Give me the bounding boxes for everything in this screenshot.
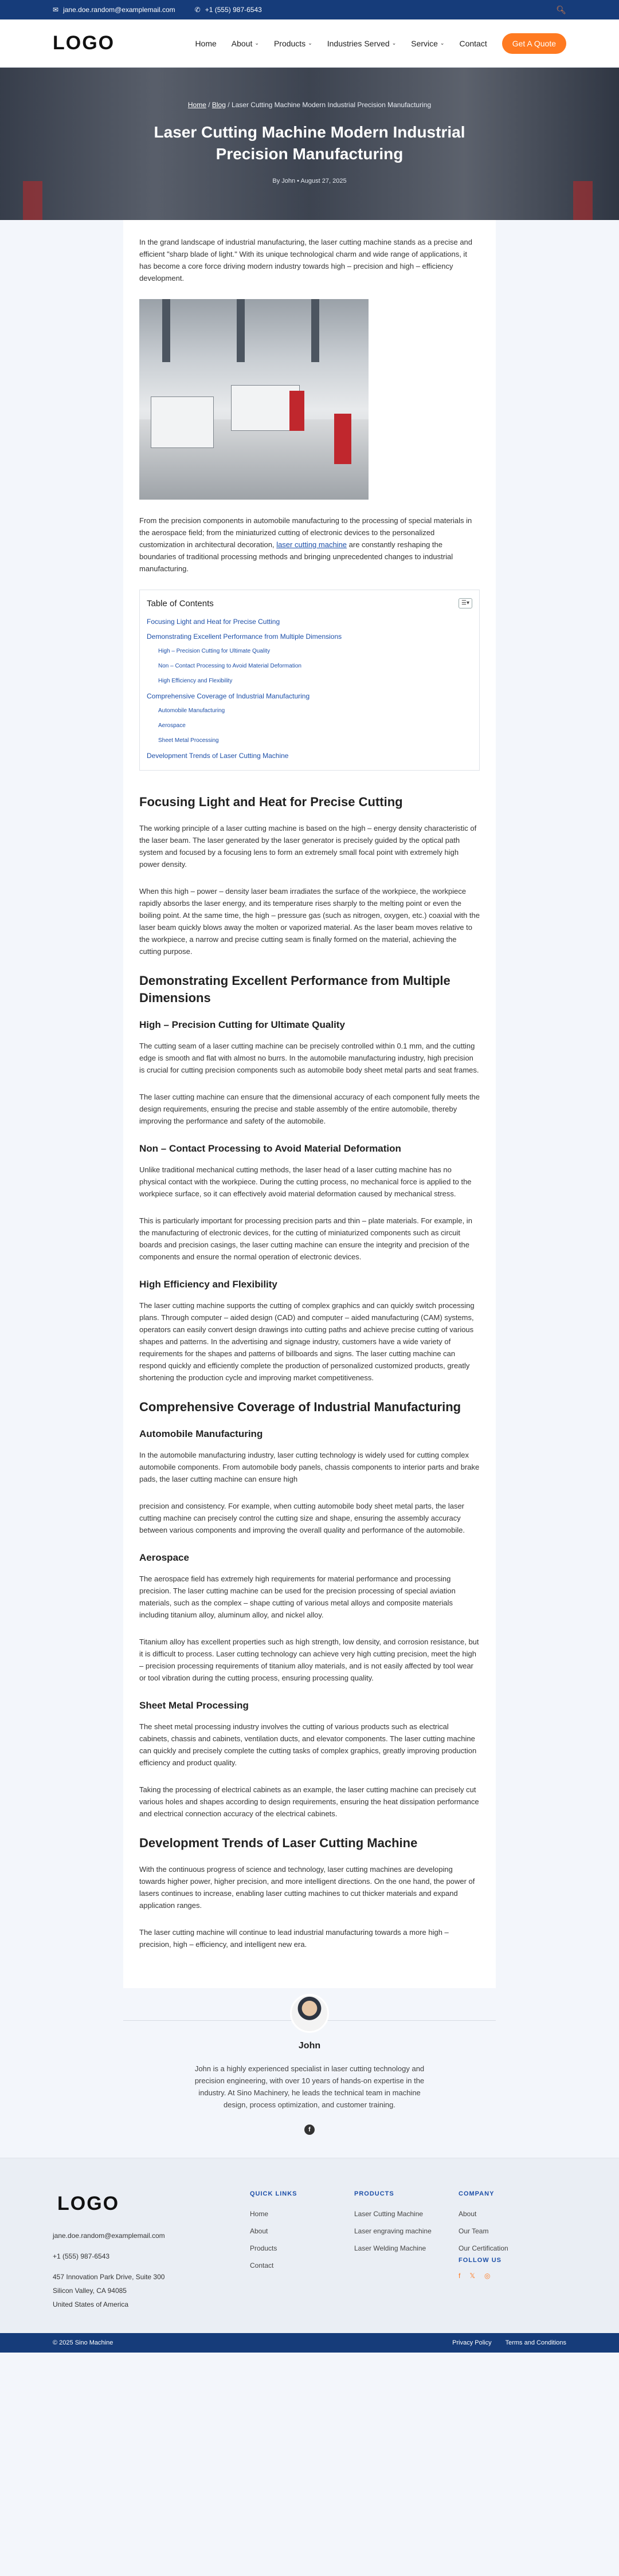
subsection-heading: Non – Contact Processing to Avoid Material Deformation [139, 1143, 401, 1154]
footer-link-our-team[interactable]: Our Team [459, 2227, 489, 2235]
footer-link-contact[interactable]: Contact [250, 2261, 274, 2269]
nav-home[interactable] [195, 39, 216, 48]
footer-address-line: United States of America [53, 2300, 129, 2308]
paragraph: Titanium alloy has excellent properties such as high strength, low density, and corrosion resistance, but it is difficult to process. Laser cutting technology can achieve very high cutting precision, meet the high – precision processing requirements of titanium alloy materials, and is not easily affected by tool wear or tool vibration during the cutting process, ensuring processing quality. [139, 1638, 479, 1682]
copyright: © 2025 Sino Machine [53, 2339, 113, 2346]
nav-label: About [231, 38, 253, 48]
image-red-unit [289, 391, 304, 431]
main-nav [195, 33, 566, 54]
section-heading: Focusing Light and Heat for Precise Cutting [139, 795, 403, 809]
image-red-unit [334, 414, 351, 464]
phone-icon: ✆ [194, 6, 201, 14]
chevron-down-icon: ⌄ [440, 40, 445, 46]
toc-subitem[interactable]: Non – Contact Processing to Avoid Material Deformation [158, 663, 301, 669]
footer-bottom-bar [0, 2333, 619, 2353]
footer-products [354, 2190, 459, 2333]
chevron-down-icon: ⌄ [391, 40, 397, 46]
toc-subitem[interactable]: Aerospace [158, 722, 186, 729]
nav-label: Industries Served [327, 38, 390, 48]
breadcrumb-separator: / [228, 101, 232, 109]
nav-industries[interactable] [327, 39, 397, 48]
privacy-policy-link[interactable]: Privacy Policy [452, 2339, 492, 2346]
breadcrumb-current: Laser Cutting Machine Modern Industrial Precision Manufacturing [231, 101, 432, 109]
x-icon[interactable]: 𝕏 [469, 2272, 476, 2280]
toc-title: Table of Contents [147, 598, 214, 608]
paragraph: The cutting seam of a laser cutting machine can be precisely controlled within 0.1 mm, and the cutting edge is smooth and flat with almost no burrs. In the automobile manufacturing industry, high precision is crucial for cutting precision components such as automobile body sheet metal parts and seat frames. [139, 1042, 479, 1074]
paragraph: The laser cutting machine supports the cutting of complex graphics and can quickly switch processing plans. Through computer – aided design (CAD) and computer – aided manufacturing (CAM) systems, operators can easily convert design drawings into cutting paths and achieve precise cutting of various shapes and patterns. In the advertising and signage industry, customers have a wide variety of requirements for the shapes and patterns of billboards and signs. The laser cutting machine can respond quickly and efficiently complete the production of personalized customized products, greatly shortening the production cycle and improving market competitiveness. [139, 1301, 475, 1382]
chevron-down-icon: ⌄ [308, 40, 312, 46]
get-quote-button[interactable]: Get A Quote [502, 33, 566, 54]
footer-link-certification[interactable]: Our Certification [459, 2244, 508, 2252]
image-column [311, 299, 319, 362]
paragraph: This is particularly important for processing precision parts and thin – plate materials. For example, in the manufacturing of electronic devices, for the cutting of miniaturized components such as circuit boards and precision casings, the laser cutting machine can ensure the integrity and precision of the components and ensure the normal operation of electronic devices. [139, 1216, 472, 1261]
footer-column-title: FOLLOW US [459, 2257, 502, 2264]
paragraph: The working principle of a laser cutting machine is based on the high – energy density characteristic of the laser beam. The laser generated by the laser generator is precisely guided by the optical path system and focused by a focusing lens to form an extremely small focal point with extremely high power density. [139, 824, 477, 869]
social-links [459, 2272, 563, 2280]
image-machine [151, 396, 214, 448]
avatar [290, 1994, 329, 2033]
footer-logo[interactable]: LOGO [57, 2193, 120, 2214]
nav-about[interactable] [232, 39, 259, 48]
hero-banner [0, 68, 619, 220]
author-name[interactable]: John [298, 2041, 321, 2051]
nav-contact[interactable] [459, 39, 487, 48]
footer-column-title: QUICK LINKS [250, 2190, 297, 2197]
nav-label: Home [195, 38, 217, 48]
site-logo[interactable]: LOGO [53, 32, 115, 54]
footer-address-line: 457 Innovation Park Drive, Suite 300 [53, 2273, 165, 2281]
paragraph: With the continuous progress of science and technology, laser cutting machines are developing towards higher power, higher precision, and more intelligent directions. On the one hand, the power of lasers continues to increase, enabling laser cutting machines to cut thicker materials and expand application ranges. [139, 1865, 475, 1910]
terms-link[interactable]: Terms and Conditions [505, 2339, 566, 2346]
search-icon[interactable]: 🔍︎ [556, 5, 566, 14]
paragraph: When this high – power – density laser beam irradiates the surface of the workpiece, the workpiece rapidly absorbs the laser energy, and its temperature rises sharply to the melting point or even the boiling point. At the same time, the high – pressure gas (such as nitrogen, oxygen, etc.) coaxial with the laser beam quickly blows away the molten or vaporized material. As the laser beam moves relative to the workpiece, a narrow and precise cutting seam is finally formed on the material, achieving the cutting purpose. [139, 887, 480, 956]
paragraph: The laser cutting machine can ensure that the dimensional accuracy of each component fully meets the design requirements, ensuring the precise and stable assembly of the entire automobile, thereby improving the performance and safety of the automobile. [139, 1093, 480, 1125]
subsection-heading: High Efficiency and Flexibility [139, 1279, 277, 1290]
footer-email[interactable]: jane.doe.random@examplemail.com [53, 2232, 165, 2240]
section-heading: Development Trends of Laser Cutting Machine [139, 1836, 418, 1850]
footer-phone[interactable]: +1 (555) 987-6543 [53, 2252, 110, 2260]
legal-links [452, 2339, 566, 2346]
topbar-phone-text: +1 (555) 987-6543 [205, 6, 262, 14]
footer-company [459, 2190, 563, 2333]
topbar-email-text: jane.doe.random@examplemail.com [63, 6, 175, 14]
article-body [123, 220, 496, 1988]
paragraph: In the automobile manufacturing industry, laser cutting technology is widely used for cutting complex automobile components. From automobile body panels, chassis components to interior parts and brake pads, the laser cutting machine can ensure high [139, 1451, 480, 1483]
page-title: Laser Cutting Machine Modern Industrial Precision Manufacturing [154, 123, 465, 163]
footer-contact [53, 2190, 250, 2333]
footer-link-laser-engraving[interactable]: Laser engraving machine [354, 2227, 432, 2235]
paragraph: Unlike traditional mechanical cutting methods, the laser head of a laser cutting machine has no physical contact with the workpiece. During the cutting process, no mechanical force is applied to the workpiece surface, so it can effectively avoid material deformation caused by mechanical stress. [139, 1165, 472, 1198]
toc-item[interactable]: Comprehensive Coverage of Industrial Manufacturing [147, 692, 310, 700]
nav-service[interactable] [411, 39, 444, 48]
paragraph: The aerospace field has extremely high requirements for material performance and processing precision. The laser cutting machine can be used for the precision processing of special aviation materials, such as the complex – shape cutting of various metal alloys and composite materials including titanium alloy, aluminum alloy, and nickel alloy. [139, 1574, 456, 1619]
subsection-heading: Automobile Manufacturing [139, 1428, 263, 1439]
subsection-heading: Aerospace [139, 1552, 189, 1563]
footer-column-title: PRODUCTS [354, 2190, 394, 2197]
site-footer [0, 2158, 619, 2333]
toc-subitem[interactable]: Sheet Metal Processing [158, 737, 219, 744]
toc-item[interactable]: Focusing Light and Heat for Precise Cutting [147, 618, 280, 626]
image-column [237, 299, 245, 362]
paragraph: The sheet metal processing industry involves the cutting of various products such as electrical cabinets, chassis and cabinets, ventilation ducts, and elevator components. The laser cutting machine can quickly and precisely complete the cutting tasks of complex graphics, greatly improving production efficiency and product quality. [139, 1722, 477, 1767]
footer-column-title: COMPANY [459, 2190, 495, 2197]
hero-machine-decoration [573, 181, 593, 220]
paragraph: precision and consistency. For example, when cutting automobile body sheet metal parts, the laser cutting machine can precisely control the cutting size and shape, ensuring the assembly accuracy between various components and improving the overall quality and performance of the automobile. [139, 1502, 465, 1534]
toc-subitem[interactable]: High Efficiency and Flexibility [158, 678, 233, 684]
footer-link-about[interactable]: About [459, 2210, 477, 2218]
paragraph: Taking the processing of electrical cabinets as an example, the laser cutting machine can precisely cut various holes and shapes according to design requirements, ensuring the heat dissipation performance and electrical connection accuracy of the electrical cabinets. [139, 1785, 479, 1818]
nav-label: Service [411, 38, 438, 48]
toc-item[interactable]: Development Trends of Laser Cutting Machine [147, 752, 289, 760]
author-bio: John is a highly experienced specialist in laser cutting technology and precision engineering, with over 10 years of hands-on expertise in the industry. At Sino Machinery, he leads the technical team in machine design, process optimization, and customer training. [194, 2064, 425, 2109]
toc-header [147, 598, 472, 608]
section-heading: Comprehensive Coverage of Industrial Manufacturing [139, 1400, 461, 1414]
hero-machine-decoration [23, 181, 42, 220]
toc-subitem[interactable]: High – Precision Cutting for Ultimate Quality [158, 648, 271, 654]
footer-quick-links [250, 2190, 354, 2333]
section-heading: Demonstrating Excellent Performance from Multiple Dimensions [139, 973, 450, 1005]
toc-subitem[interactable]: Automobile Manufacturing [158, 708, 225, 714]
breadcrumb-blog[interactable]: Blog [211, 101, 226, 109]
nav-label: Products [273, 38, 306, 48]
article-image [139, 299, 369, 500]
footer-link-about[interactable]: About [250, 2227, 268, 2235]
image-column [162, 299, 170, 362]
top-bar [0, 0, 619, 19]
instagram-icon[interactable]: ◎ [484, 2272, 491, 2280]
breadcrumb [0, 68, 619, 109]
topbar-phone[interactable] [195, 6, 262, 14]
topbar-email[interactable] [53, 6, 175, 14]
toc-item[interactable]: Demonstrating Excellent Performance from Multiple Dimensions [147, 633, 342, 641]
footer-address-line: Silicon Valley, CA 94085 [53, 2287, 127, 2295]
breadcrumb-home[interactable]: Home [187, 101, 206, 109]
facebook-icon[interactable]: f [304, 2125, 315, 2135]
intro2-text: are constantly reshaping the boundaries of traditional processing methods and bringing unprecedented changes to industrial manufacturing. [139, 540, 453, 573]
table-of-contents [139, 590, 480, 771]
laser-cutting-machine-link[interactable]: laser cutting machine [276, 540, 347, 549]
nav-products[interactable] [274, 39, 312, 48]
subsection-heading: Sheet Metal Processing [139, 1700, 249, 1711]
paragraph: The laser cutting machine will continue to lead industrial manufacturing towards a more high – precision, high – efficiency, and intelligent new era. [139, 1928, 449, 1949]
post-meta: By John • August 27, 2025 [272, 178, 347, 184]
facebook-icon[interactable]: f [459, 2272, 461, 2280]
intro2-text: From the precision components in automobile manufacturing to the processing of special materials in the aerospace field; from the miniaturized cutting of electronic devices to the personalized customization in architectural decoration, [139, 516, 472, 549]
intro-paragraph-2 [139, 515, 480, 575]
list-toggle-icon[interactable]: ☰▾ [459, 598, 472, 608]
footer-link-products[interactable]: Products [250, 2244, 277, 2252]
intro-paragraph: In the grand landscape of industrial manufacturing, the laser cutting machine stands as a precise and efficient "sharp blade of light." With its unique technological charm and wide range of applications, it has become a core force driving modern industry towards high – precision and high – efficiency development. [139, 238, 473, 282]
subsection-heading: High – Precision Cutting for Ultimate Quality [139, 1019, 345, 1030]
footer-link-laser-welding[interactable]: Laser Welding Machine [354, 2244, 426, 2252]
footer-link-laser-cutting[interactable]: Laser Cutting Machine [354, 2210, 424, 2218]
site-header [0, 19, 619, 68]
chevron-down-icon: ⌄ [254, 40, 259, 46]
author-box [123, 1994, 496, 2158]
breadcrumb-separator: / [208, 101, 212, 109]
footer-link-home[interactable]: Home [250, 2210, 269, 2218]
mail-icon: ✉ [53, 6, 59, 14]
nav-label: Contact [459, 38, 487, 48]
